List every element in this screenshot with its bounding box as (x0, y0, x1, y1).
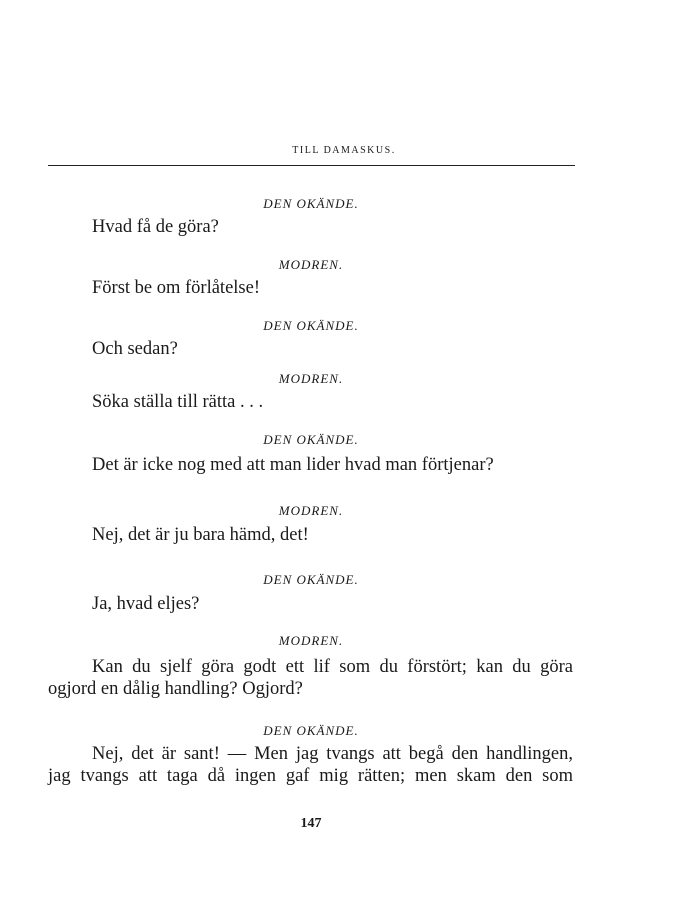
dialogue-line: Söka ställa till rätta . . . (92, 392, 264, 412)
speaker-label: DEN OKÄNDE. (263, 318, 359, 333)
page-number: 147 (300, 816, 322, 831)
speaker-label: MODREN. (278, 371, 344, 386)
speaker-label: MODREN. (278, 257, 344, 272)
dialogue-line: Kan du sjelf göra godt ett lif som du förstört; kan du göra (92, 657, 573, 677)
running-head: TILL DAMASKUS. (292, 145, 396, 156)
speaker-label: DEN OKÄNDE. (263, 432, 359, 447)
speaker-label: DEN OKÄNDE. (263, 572, 359, 587)
dialogue-line: jag tvangs att taga då ingen gaf mig rätten; men skam den som (48, 766, 573, 786)
dialogue-line: Nej, det är ju bara hämd, det! (92, 525, 309, 545)
dialogue-line: Först be om förlåtelse! (92, 278, 260, 298)
dialogue-line: Ja, hvad eljes? (92, 594, 200, 614)
speaker-label: DEN OKÄNDE. (263, 196, 359, 211)
speaker-label: MODREN. (278, 633, 344, 648)
dialogue-line: Hvad få de göra? (92, 217, 219, 237)
speaker-label: MODREN. (278, 503, 344, 518)
dialogue-line: Och sedan? (92, 339, 178, 359)
dialogue-line: ogjord en dålig handling? Ogjord? (48, 679, 303, 699)
speaker-label: DEN OKÄNDE. (263, 723, 359, 738)
dialogue-line: Nej, det är sant! — Men jag tvangs att begå den handlingen, (92, 744, 573, 764)
header-rule (48, 165, 575, 166)
dialogue-line: Det är icke nog med att man lider hvad man förtjenar? (92, 455, 494, 475)
